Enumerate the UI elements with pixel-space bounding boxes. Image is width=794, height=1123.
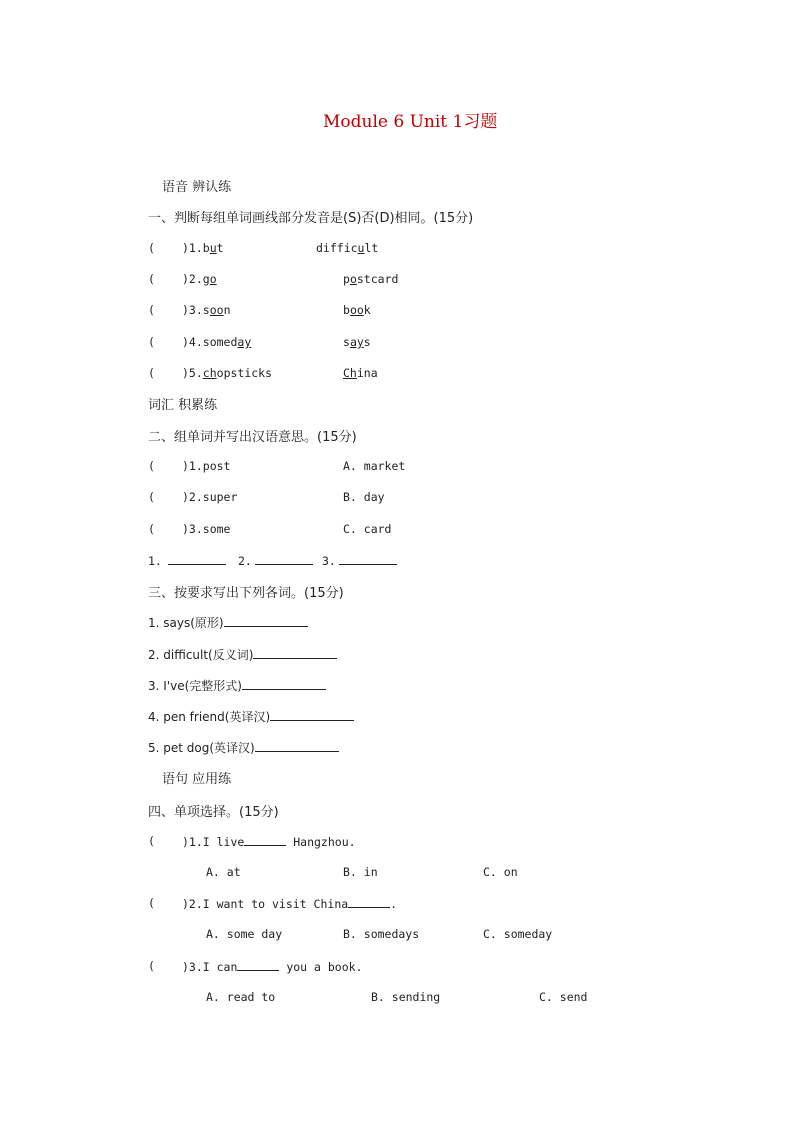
answer-paren[interactable]: (: [148, 335, 155, 349]
answer-paren[interactable]: (: [148, 272, 155, 286]
option-a[interactable]: A. at: [206, 865, 241, 879]
compare-word: says: [343, 335, 371, 349]
compare-word: book: [343, 303, 371, 317]
fill-item[interactable]: 4. pen friend(英译汉): [148, 708, 354, 725]
match-right: C. card: [343, 522, 392, 536]
section-label-sentence: 语句 应用练: [162, 772, 232, 787]
section-label-phonics: 语音 辨认练: [162, 180, 232, 195]
option-a[interactable]: A. read to: [206, 990, 276, 1004]
question-text: )4.someday: [182, 335, 252, 349]
match-left: )1.post: [182, 459, 231, 473]
fill-item[interactable]: 2. difficult(反义词): [148, 646, 337, 663]
option-b[interactable]: B. in: [343, 865, 378, 879]
question-stem: )1.I live Hangzhou.: [182, 835, 356, 849]
option-c[interactable]: C. send: [539, 990, 588, 1004]
compare-word: China: [343, 366, 378, 380]
answer-paren[interactable]: (: [148, 959, 155, 973]
option-b[interactable]: B. somedays: [343, 927, 420, 941]
section-label-vocab: 词汇 积累练: [148, 398, 218, 413]
answer-paren[interactable]: (: [148, 522, 155, 536]
answer-paren[interactable]: (: [148, 459, 155, 473]
answer-paren[interactable]: (: [148, 366, 155, 380]
option-c[interactable]: C. on: [483, 865, 518, 879]
match-right: B. day: [343, 490, 385, 504]
fill-item[interactable]: 3. I've(完整形式): [148, 677, 326, 694]
match-left: )2.super: [182, 490, 238, 504]
answer-paren[interactable]: (: [148, 303, 155, 317]
part4-heading: 四、单项选择。(15分): [148, 805, 279, 820]
answer-line-1[interactable]: 1.: [148, 553, 226, 568]
question-stem: )3.I can you a book.: [182, 960, 363, 974]
answer-paren[interactable]: (: [148, 834, 155, 848]
part3-heading: 三、按要求写出下列各词。(15分): [148, 586, 344, 601]
compare-word: difficult: [316, 241, 379, 255]
answer-paren[interactable]: (: [148, 490, 155, 504]
question-text: )3.soon: [182, 303, 231, 317]
question-stem: )2.I want to visit China .: [182, 897, 398, 911]
answer-paren[interactable]: (: [148, 241, 155, 255]
answer-line-3[interactable]: 3.: [322, 553, 397, 568]
answer-line-2[interactable]: 2.: [238, 553, 313, 568]
fill-item[interactable]: 5. pet dog(英译汉): [148, 739, 339, 756]
match-left: )3.some: [182, 522, 231, 536]
question-text: )5.chopsticks: [182, 366, 273, 380]
answer-paren[interactable]: (: [148, 896, 155, 910]
question-text: )2.go: [182, 272, 217, 286]
option-b[interactable]: B. sending: [371, 990, 441, 1004]
page-title: Module 6 Unit 1习题: [323, 112, 498, 132]
option-c[interactable]: C. someday: [483, 927, 553, 941]
fill-item[interactable]: 1. says(原形): [148, 614, 308, 631]
part2-heading: 二、组单词并写出汉语意思。(15分): [148, 430, 357, 445]
compare-word: postcard: [343, 272, 399, 286]
part1-heading: 一、判断每组单词画线部分发音是(S)否(D)相同。(15分): [148, 211, 474, 226]
match-right: A. market: [343, 459, 406, 473]
option-a[interactable]: A. some day: [206, 927, 283, 941]
question-text: )1.but: [182, 241, 224, 255]
